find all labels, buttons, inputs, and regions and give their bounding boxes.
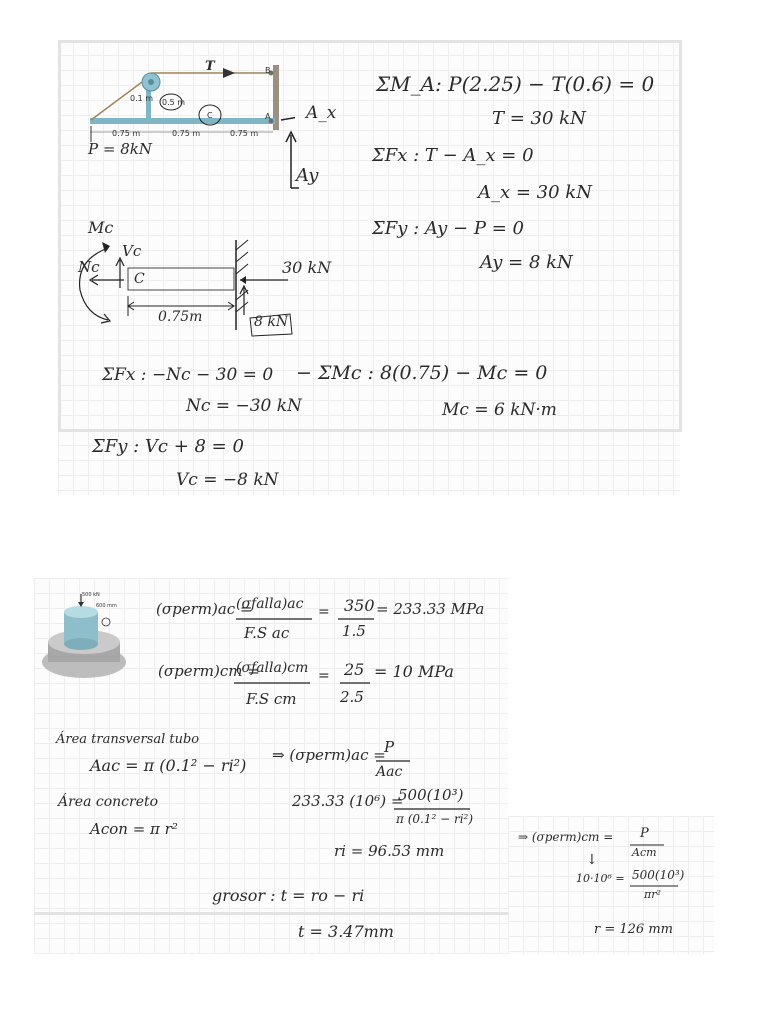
fx-sum-eq: ΣFx : T − A_x = 0	[372, 145, 534, 166]
sig-ac-den2: 1.5	[342, 622, 366, 640]
area-tube-eq: Aac = π (0.1² − ri²)	[90, 756, 247, 775]
dim-01-label: 0.1 m	[130, 94, 154, 103]
point-c-label: C	[207, 111, 213, 120]
mc-result: Mc = 6 kN·m	[442, 400, 557, 420]
ri-result: ri = 96.53 mm	[334, 842, 445, 860]
t-thickness-result: t = 3.47mm	[298, 922, 394, 941]
implies-cm-den: Acm	[632, 846, 657, 859]
area-conc-eq: Acon = π r²	[90, 820, 178, 838]
p-value-label: P = 8kN	[88, 140, 152, 158]
sig-ac-frac-line2	[338, 618, 374, 621]
ay-result: Ay = 8 kN	[480, 252, 573, 273]
sig-ac-lhs: (σperm)ac =	[156, 600, 253, 618]
nc-result: Nc = −30 kN	[186, 396, 302, 416]
r-result: r = 126 mm	[594, 922, 673, 937]
load-label: 500 kN	[82, 592, 100, 598]
implies-ac-num: P	[384, 738, 395, 756]
t-figure-label: T	[205, 59, 215, 74]
ax-result: A_x = 30 kN	[478, 182, 592, 203]
sub-cm-lhs: 10·10⁶ =	[576, 872, 625, 885]
point-b-label: B	[265, 66, 271, 75]
implies-cm: ⇒ (σperm)cm =	[518, 830, 614, 844]
vc-result: Vc = −8 kN	[176, 470, 279, 490]
fy-c-eq: ΣFy : Vc + 8 = 0	[92, 436, 244, 457]
implies-ac-den: Aac	[376, 764, 403, 780]
sig-cm-frac-line2	[340, 682, 370, 685]
sig-ac-frac-line	[236, 618, 312, 621]
vc-label: Vc	[122, 242, 142, 260]
area-tube-title: Área transversal tubo	[56, 732, 200, 747]
sig-cm-num2: 25	[344, 660, 365, 679]
sig-cm-frac-line	[234, 682, 310, 685]
moment-sum-eq: ΣM_A: P(2.25) − T(0.6) = 0	[376, 72, 655, 96]
ay-arrow	[283, 130, 303, 190]
sig-ac-den: F.S ac	[244, 624, 290, 642]
ax-label: A_x	[306, 103, 337, 123]
mc-sum-eq: − ΣMc : 8(0.75) − Mc = 0	[296, 362, 548, 384]
length-label: 0.75m	[158, 309, 203, 325]
area-conc-title: Área concreto	[58, 794, 159, 810]
dim-075b: 0.75 m	[172, 129, 201, 138]
force-8-label: 8 kN	[254, 314, 289, 330]
sig-ac-result: = 233.33 MPa	[376, 600, 485, 618]
force-30-label: 30 kN	[282, 258, 332, 277]
sig-cm-eq: =	[318, 668, 330, 684]
sig-cm-lhs: (σperm)cm =	[158, 662, 260, 680]
sub-ac-den: π (0.1² − ri²)	[396, 812, 474, 826]
dim-600-label: 600 mm	[96, 603, 117, 609]
grosor-eq: grosor : t = ro − ri	[212, 886, 365, 905]
fy-sum-eq: ΣFy : Ay − P = 0	[372, 218, 524, 239]
sig-ac-eq: =	[318, 604, 330, 620]
sig-cm-result: = 10 MPa	[374, 662, 454, 681]
sig-ac-num: (σfalla)ac	[236, 596, 304, 612]
implies-ac: ⇒ (σperm)ac =	[272, 746, 386, 764]
fx-c-eq: ΣFx : −Nc − 30 = 0	[102, 365, 274, 385]
down-arrow: ↓	[586, 852, 598, 868]
sub-cm-den: πr²	[644, 888, 661, 901]
dim-075c: 0.75 m	[230, 129, 259, 138]
point-a-label: A	[265, 112, 271, 121]
dim-05-label: 0.5 m	[162, 98, 186, 107]
t-result: T = 30 kN	[492, 108, 586, 129]
sub-ac-lhs: 233.33 (10⁶) =	[292, 792, 404, 810]
sub-cm-num: 500(10³)	[632, 868, 685, 882]
nc-label: Nc	[78, 258, 100, 276]
bottom-divider	[34, 912, 508, 915]
sub-ac-frac	[394, 808, 470, 811]
ay-label: Ay	[296, 165, 319, 186]
dim-075a: 0.75 m	[112, 129, 141, 138]
column-figure	[34, 592, 134, 692]
implies-ac-frac	[376, 760, 410, 763]
mc-label: Mc	[88, 218, 114, 237]
sub-ac-num: 500(10³)	[398, 786, 464, 804]
implies-cm-num: P	[640, 826, 649, 841]
sig-cm-den2: 2.5	[340, 688, 364, 706]
c-label: C	[134, 271, 145, 287]
sig-cm-den: F.S cm	[246, 690, 297, 708]
sig-cm-num: (σfalla)cm	[236, 660, 309, 676]
sig-ac-num2: 350	[344, 596, 375, 615]
